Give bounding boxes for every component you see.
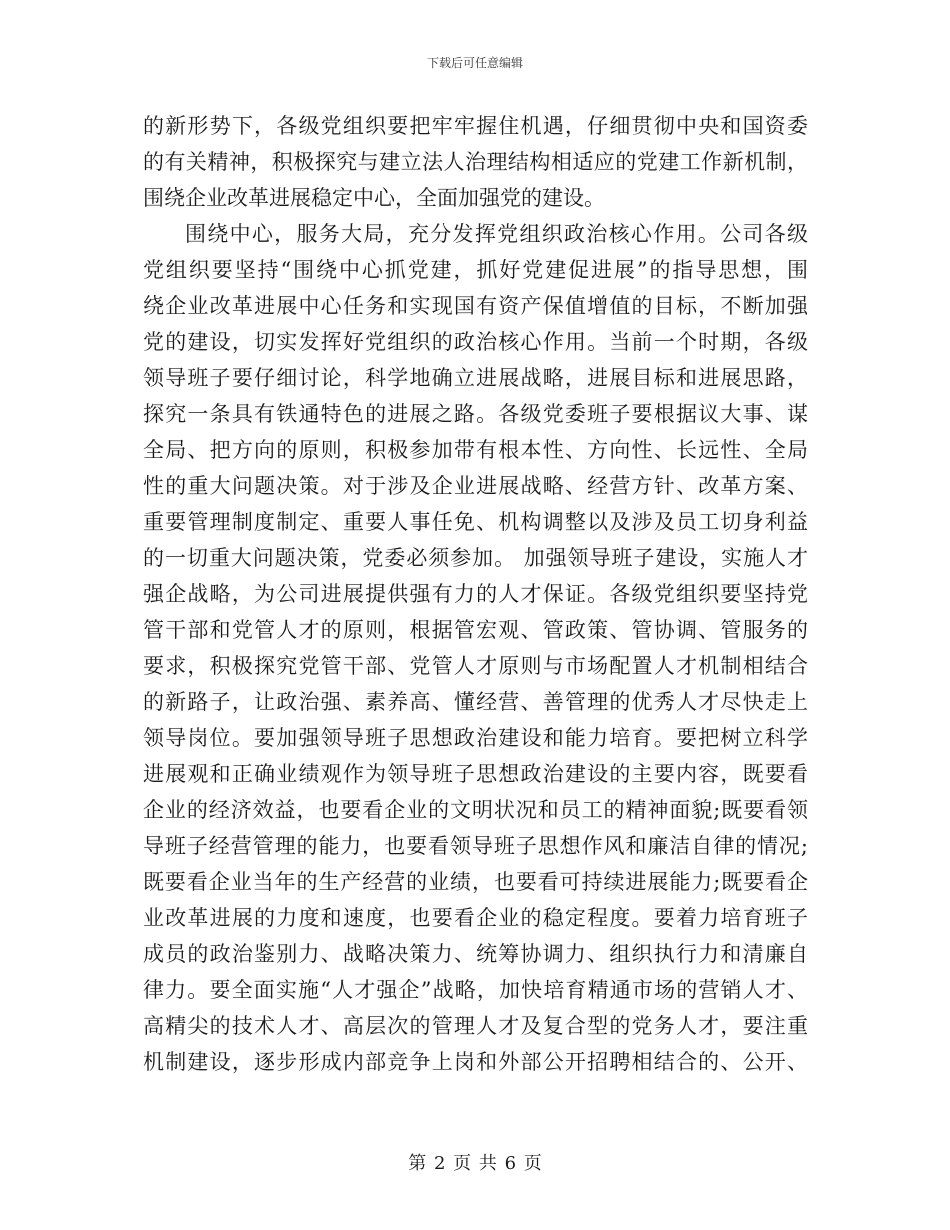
page-footer: 第 2 页 共 6 页 [408,1153,542,1174]
text-line-3: 围绕企业改革进展稳定中心，全面加强党的建设。 [143,186,605,210]
text-line-11: 性的重大问题决策。对于涉及企业进展战略、经营方针、改革方案、 [143,474,808,498]
text-line-7: 党的建设，切实发挥好党组织的政治核心作用。当前一个时期，各级 [143,330,808,354]
text-line-4: 围绕中心，服务大局，充分发挥党组织政治核心作用。公司各级 [185,222,808,246]
text-line-20: 企业的经济效益，也要看企业的文明状况和员工的精神面貌;既要看领 [143,798,808,822]
text-line-24: 成员的政治鉴别力、战略决策力、统筹协调力、组织执行力和清廉自 [143,942,808,966]
text-line-9: 探究一条具有铁通特色的进展之路。各级党委班子要根据议大事、谋 [143,402,808,426]
text-line-19: 进展观和正确业绩观作为领导班子思想政治建设的主要内容，既要看 [143,762,808,786]
text-line-22: 既要看企业当年的生产经营的业绩，也要看可持续进展能力;既要看企 [143,870,808,894]
page-header: 下载后可任意编辑 [426,56,523,70]
text-line-13: 的一切重大问题决策，党委必须参加。 加强领导班子建设，实施人才 [143,546,808,570]
text-line-15: 管干部和党管人才的原则，根据管宏观、管政策、管协调、管服务的 [143,618,808,642]
text-line-18: 领导岗位。要加强领导班子思想政治建设和能力培育。要把树立科学 [143,726,808,750]
text-line-5: 党组织要坚持“围绕中心抓党建，抓好党建促进展”的指导思想，围 [143,258,808,282]
text-line-25: 律力。要全面实施“人才强企”战略，加快培育精通市场的营销人才、 [143,978,808,1002]
text-line-17: 的新路子，让政治强、素养高、懂经营、善管理的优秀人才尽快走上 [143,690,808,714]
text-line-23: 业改革进展的力度和速度，也要看企业的稳定程度。要着力培育班子 [143,906,808,930]
text-line-14: 强企战略，为公司进展提供强有力的人才保证。各级党组织要坚持党 [143,582,808,606]
text-line-6: 绕企业改革进展中心任务和实现国有资产保值增值的目标，不断加强 [143,294,808,318]
text-line-1: 的新形势下，各级党组织要把牢牢握住机遇，仔细贯彻中央和国资委 [143,114,808,138]
text-line-2: 的有关精神，积极探究与建立法人治理结构相适应的党建工作新机制， [143,150,808,174]
document-body [143,108,808,1080]
text-line-16: 要求，积极探究党管干部、党管人才原则与市场配置人才机制相结合 [143,654,808,678]
text-line-21: 导班子经营管理的能力，也要看领导班子思想作风和廉洁自律的情况; [143,834,808,858]
text-line-8: 领导班子要仔细讨论，科学地确立进展战略，进展目标和进展思路， [143,366,808,390]
text-line-26: 高精尖的技术人才、高层次的管理人才及复合型的党务人才，要注重 [143,1014,808,1038]
text-line-12: 重要管理制度制定、重要人事任免、机构调整以及涉及员工切身利益 [143,510,808,534]
text-line-27: 机制建设，逐步形成内部竞争上岗和外部公开招聘相结合的、公开、 [143,1050,808,1074]
text-line-10: 全局、把方向的原则，积极参加带有根本性、方向性、长远性、全局 [143,438,808,462]
